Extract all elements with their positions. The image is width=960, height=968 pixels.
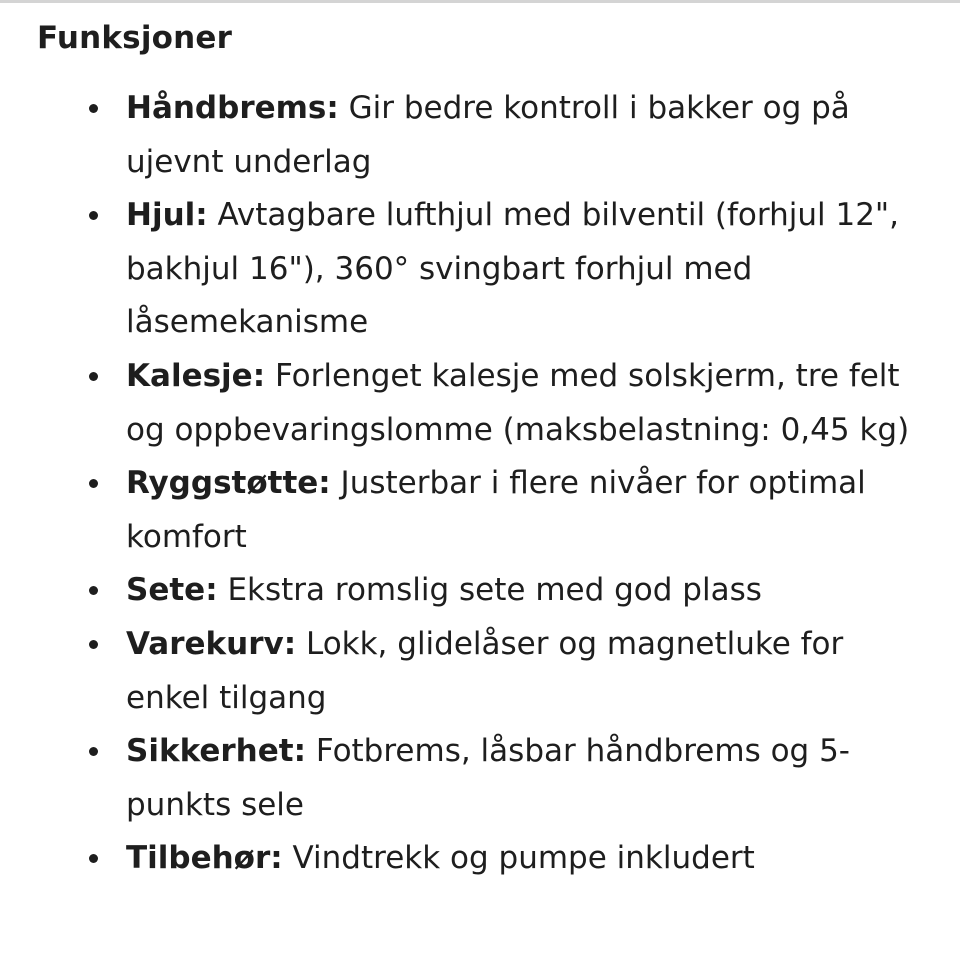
feature-item-basket bbox=[0, 618, 960, 725]
section-title: Funksjoner bbox=[37, 20, 233, 56]
feature-name: Håndbrems: bbox=[126, 90, 339, 126]
bullet-icon bbox=[89, 747, 98, 756]
feature-item-canopy bbox=[0, 350, 960, 457]
bullet-icon bbox=[89, 104, 98, 113]
feature-item-accessories bbox=[0, 832, 960, 886]
feature-name: Ryggstøtte: bbox=[126, 465, 331, 502]
feature-text: Avtagbare lufthjul med bilventil (forhjul 12", bakhjul 16"), 360° svingbart forhjul med låsemekanisme bbox=[126, 197, 900, 341]
bullet-icon bbox=[89, 854, 98, 863]
feature-text: Fotbrems, låsbar håndbrems og 5-punkts sele bbox=[126, 733, 850, 823]
feature-item-wheels bbox=[0, 189, 960, 350]
feature-item-backrest bbox=[0, 457, 960, 564]
feature-name: Sikkerhet: bbox=[126, 733, 306, 770]
feature-name: Hjul: bbox=[126, 197, 208, 234]
feature-name: Sete: bbox=[126, 572, 218, 609]
feature-text: Ekstra romslig sete med god plass bbox=[217, 572, 762, 609]
feature-text: Forlenget kalesje med solskjerm, tre felt og oppbevaringslomme (maksbelastning: 0,45 kg) bbox=[126, 357, 910, 448]
feature-text: Vindtrekk og pumpe inkludert bbox=[282, 840, 755, 877]
top-divider bbox=[0, 0, 960, 3]
bullet-icon bbox=[89, 211, 98, 220]
feature-name: Kalesje: bbox=[126, 357, 266, 394]
bullet-icon bbox=[89, 586, 98, 595]
feature-list bbox=[0, 82, 960, 886]
feature-text: Justerbar i flere nivåer for optimal komfort bbox=[126, 465, 866, 555]
feature-text: Gir bedre kontroll i bakker og på ujevnt underlag bbox=[126, 90, 850, 180]
feature-item-handbrake bbox=[0, 82, 960, 189]
bullet-icon bbox=[89, 479, 98, 488]
feature-item-safety bbox=[0, 725, 960, 832]
bullet-icon bbox=[89, 640, 98, 649]
feature-item-seat bbox=[0, 564, 960, 618]
bullet-icon bbox=[89, 372, 98, 381]
feature-name: Tilbehør: bbox=[126, 840, 283, 877]
feature-name: Varekurv: bbox=[126, 625, 297, 662]
feature-text: Lokk, glidelåser og magnetluke for enkel tilgang bbox=[126, 625, 844, 716]
